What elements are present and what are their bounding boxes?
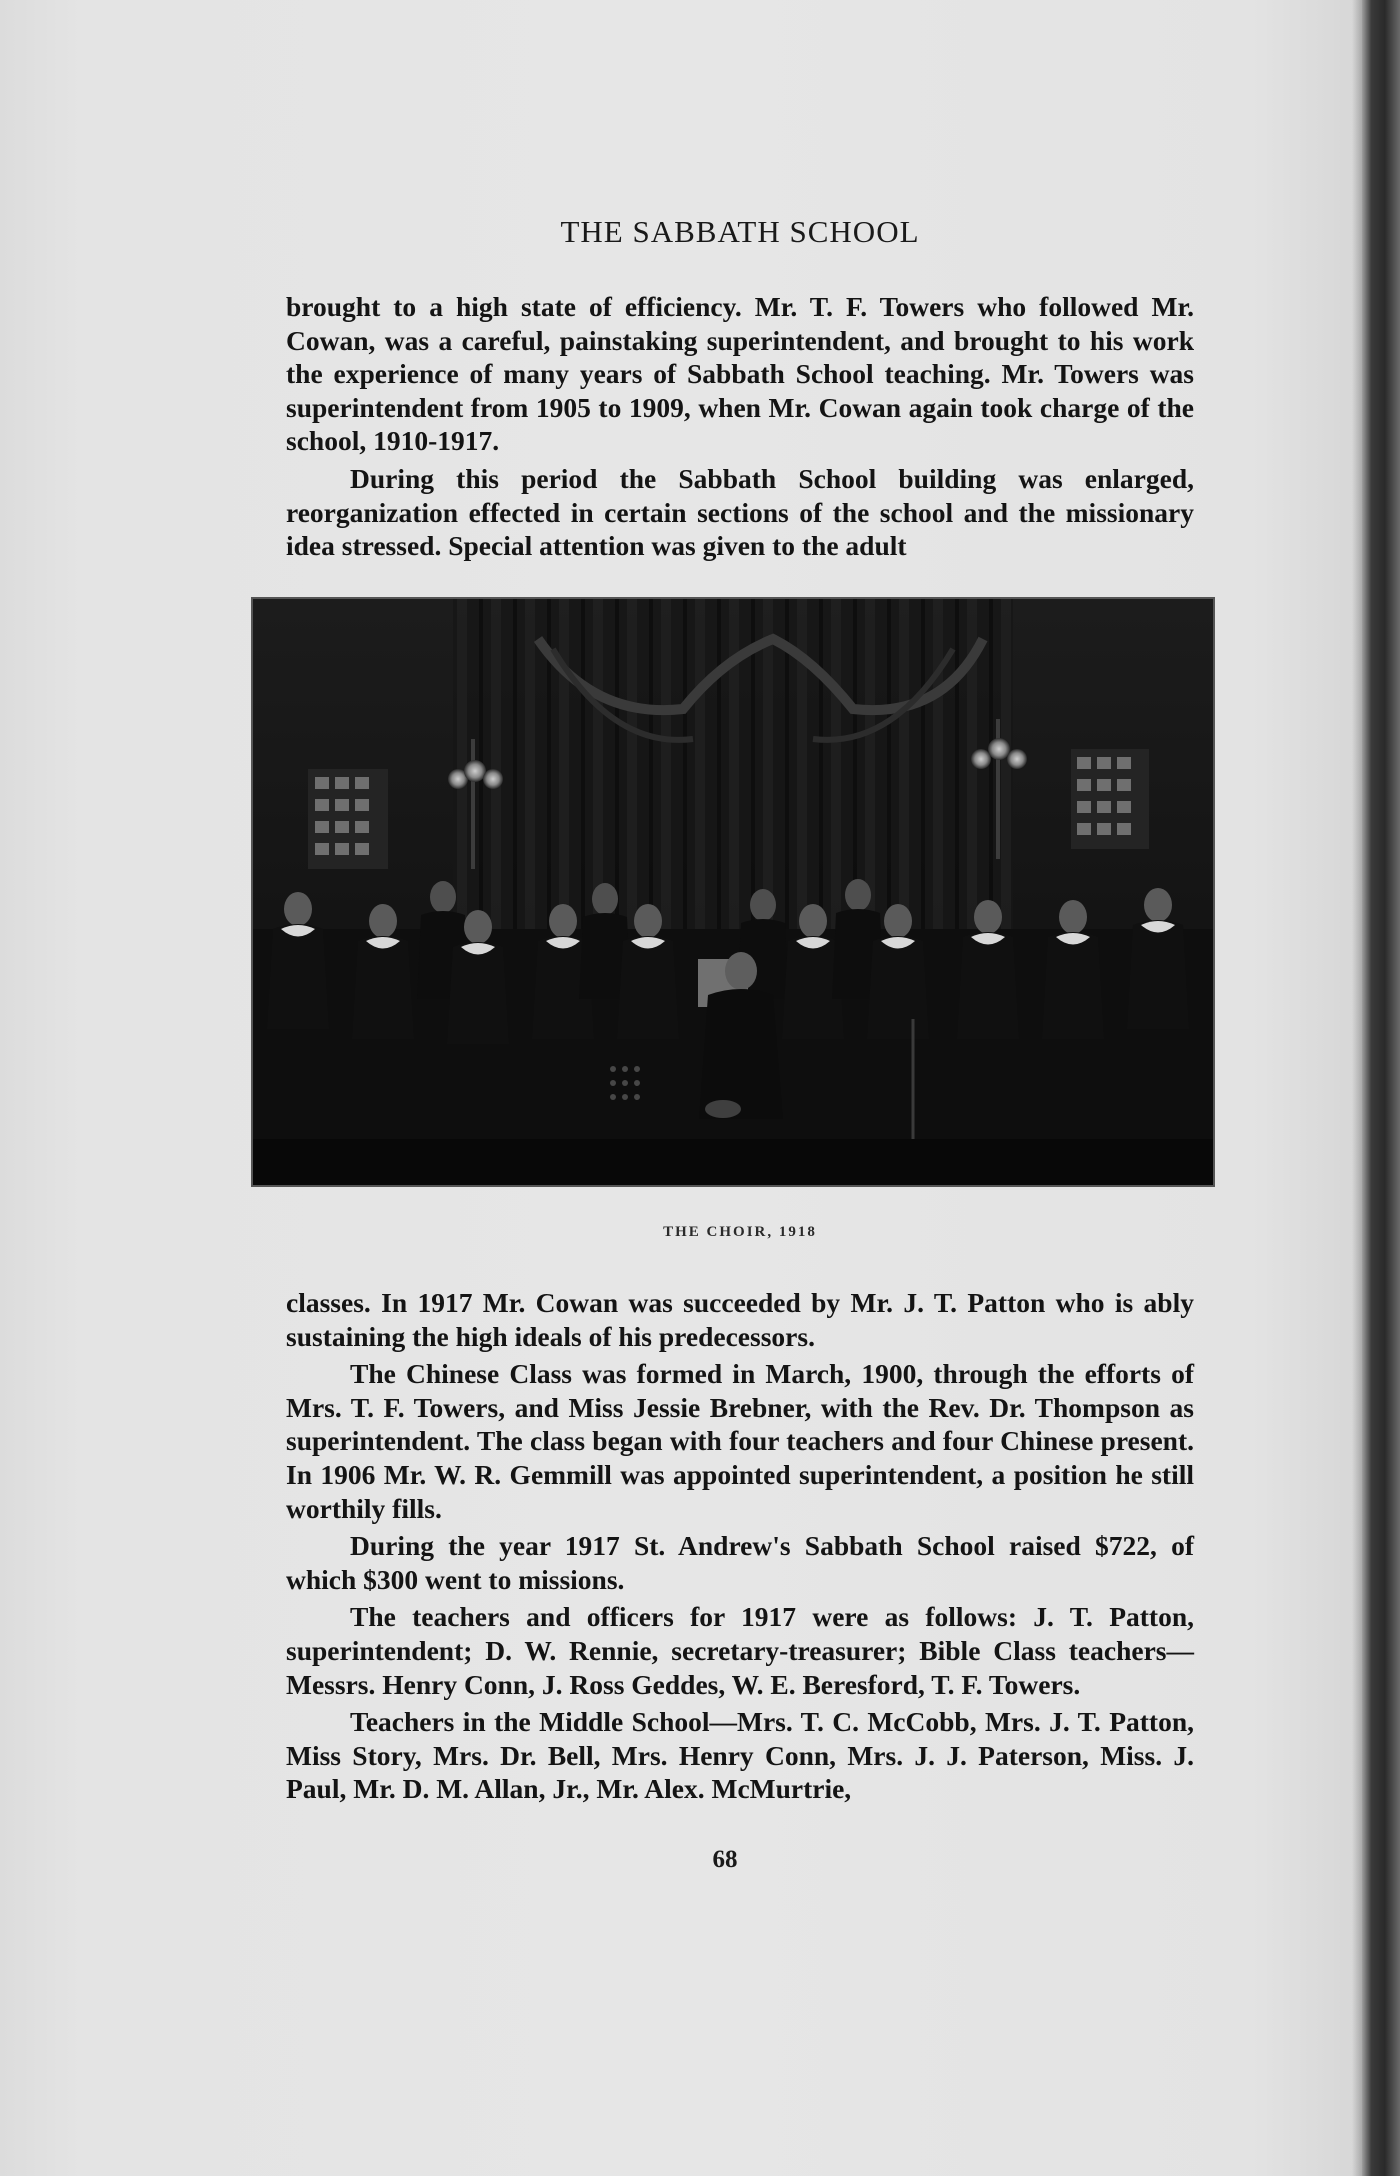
paragraph: classes. In 1917 Mr. Cowan was succeeded by Mr. J. T. Patton who is ably sustaining the high ideals of his predecessors. — [286, 1287, 1194, 1352]
paragraph: During this period the Sabbath School building was enlarged, reorganization effected in certain sections of the school and the missionary idea stressed. Special attention was given to the adult — [286, 462, 1194, 562]
paragraph: Teachers in the Middle School—Mrs. T. C. McCobb, Mrs. J. T. Patton, Miss Story, Mrs. Dr. Bell, Mrs. Henry Conn, Mrs. J. J. Paterson, Miss. J. Paul, Mr. D. M. Allan, Jr., Mr. Alex. McMurtrie, — [286, 1706, 1194, 1805]
paragraph: The Chinese Class was formed in March, 1900, through the efforts of Mrs. T. F. Towers, and Miss Jessie Brebner, with the Rev. Dr. Thompson as superintendent. The class began with four teachers and four Chinese present. In 1906 Mr. W. R. Gemmill was appointed superintendent, a position he still worthily fills. — [286, 1358, 1194, 1524]
page-gutter-shadow — [1352, 0, 1362, 2176]
book-spine-edge — [1362, 0, 1400, 2176]
paragraph: brought to a high state of efficiency. Mr. T. F. Towers who followed Mr. Cowan, was a careful, painstaking superintendent, and brought to his work the experience of many years of Sabbath School teaching. Mr. Towers was superintendent from 1905 to 1909, when Mr. Cowan again took charge of the school, 1910-1917. — [286, 291, 1194, 457]
running-head: THE SABBATH SCHOOL — [560, 214, 920, 249]
choir-photograph — [251, 597, 1215, 1187]
paragraph: During the year 1917 St. Andrew's Sabbath School raised $722, of which $300 went to missions. — [286, 1530, 1194, 1595]
text-block-bottom — [286, 1286, 1194, 1810]
text-block-top — [286, 290, 1194, 567]
choir-photo-illustration — [253, 599, 1213, 1185]
page-number: 68 — [712, 1846, 738, 1873]
paragraph: The teachers and officers for 1917 were as follows: J. T. Patton, superintendent; D. W. Rennie, secretary-treasurer; Bible Class teachers—Messrs. Henry Conn, J. Ross Geddes, W. E. Beresford, T. F. Towers. — [286, 1601, 1194, 1700]
photo-caption: THE CHOIR, 1918 — [663, 1224, 817, 1240]
